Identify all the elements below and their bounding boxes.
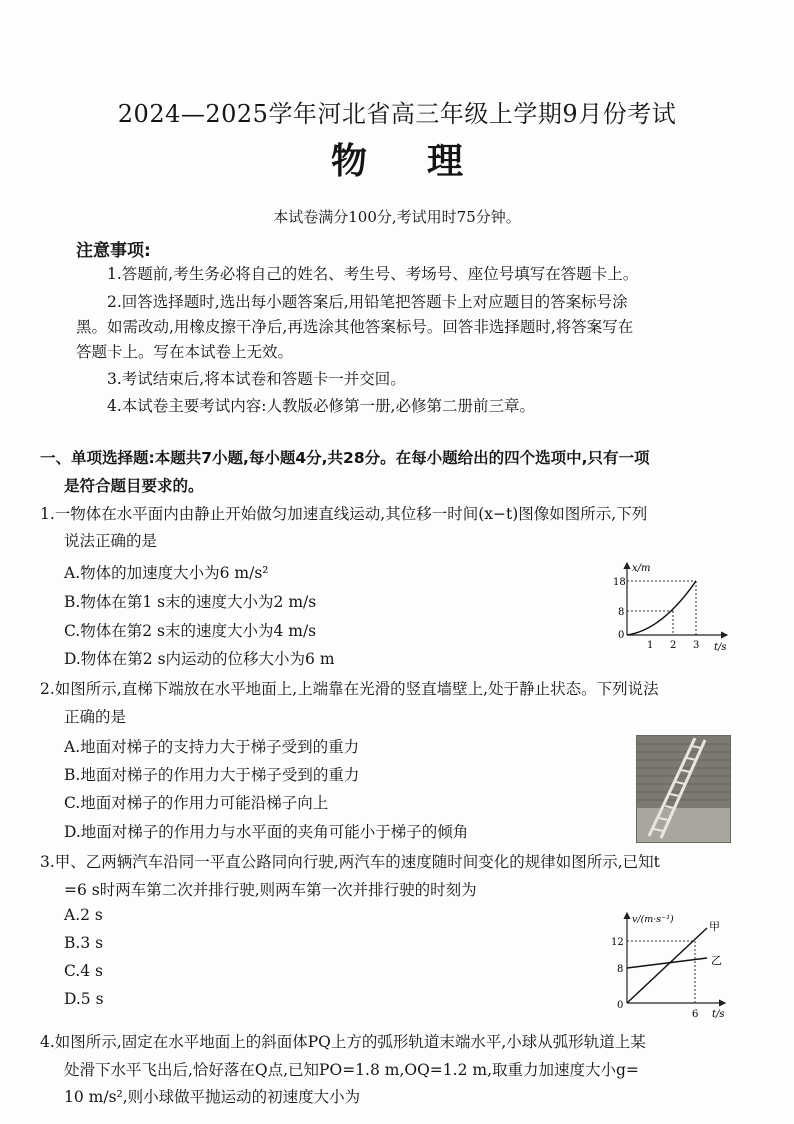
tick-1: 1: [647, 640, 654, 651]
q3-option-c: C.4 s: [64, 962, 103, 980]
notice-line-2: 2.回答选择题时,选出每小题答案后,用铅笔把答题卡上对应题目的答案标号涂: [107, 293, 628, 311]
notice-title: 注意事项:: [76, 241, 151, 261]
x-axis-label: t/s: [714, 642, 727, 653]
tick-8: 8: [617, 964, 624, 975]
q1-xt-graph: [612, 560, 742, 660]
q1-option-a: A.物体的加速度大小为6 m/s²: [64, 564, 269, 582]
q4-stem-cont-2: 10 m/s²,则小球做平抛运动的初速度大小为: [64, 1088, 361, 1106]
q2-option-b: B.地面对梯子的作用力大于梯子受到的重力: [64, 766, 360, 784]
q2-option-c: C.地面对梯子的作用力可能沿梯子向上: [64, 794, 329, 812]
exam-title: 2024—2025学年河北省高三年级上学期9月份考试: [117, 100, 677, 128]
q3-vt-graph: [610, 910, 740, 1020]
tick-12: 12: [611, 937, 624, 948]
tick-18: 18: [613, 577, 626, 588]
x-axis-label: t/s: [712, 1009, 725, 1020]
tick-2: 2: [670, 640, 677, 651]
q2-option-a: A.地面对梯子的支持力大于梯子受到的重力: [64, 738, 360, 756]
ladder-photo: [636, 735, 731, 843]
exam-info: 本试卷满分100分,考试用时75分钟。: [273, 208, 521, 226]
q1-option-d: D.物体在第2 s内运动的位移大小为6 m: [64, 650, 335, 668]
label-yi: 乙: [711, 954, 722, 967]
q1-stem: 1.一物体在水平面内由静止开始做匀加速直线运动,其位移一时间(x−t)图像如图所示,下列: [40, 505, 648, 523]
q3-option-a: A.2 s: [64, 906, 103, 924]
label-jia: 甲: [709, 920, 720, 933]
tick-6: 6: [692, 1009, 699, 1020]
q2-option-d: D.地面对梯子的作用力与水平面的夹角可能小于梯子的倾角: [64, 823, 469, 841]
section-heading-cont: 是符合题目要求的。: [64, 477, 204, 495]
q3-option-d: D.5 s: [64, 990, 104, 1008]
q2-stem: 2.如图所示,直梯下端放在水平地面上,上端靠在光滑的竖直墙壁上,处于静止状态。下列说法: [40, 680, 659, 698]
notice-line-3: 黑。如需改动,用橡皮擦干净后,再选涂其他答案标号。回答非选择题时,将答案写在: [76, 318, 634, 336]
xt-curve: [627, 581, 696, 635]
y-axis-label: x/m: [632, 563, 651, 574]
q4-stem-cont: 处滑下水平飞出后,恰好落在Q点,已知PO=1.8 m,OQ=1.2 m,取重力加速度大小g=: [64, 1061, 639, 1079]
q2-stem-cont: 正确的是: [64, 708, 127, 726]
section-heading: 一、单项选择题:本题共7小题,每小题4分,共28分。在每小题给出的四个选项中,只有一项: [40, 449, 650, 467]
notice-line-1: 1.答题前,考生务必将自己的姓名、考生号、考场号、座位号填写在答题卡上。: [107, 265, 639, 283]
notice-line-4: 答题卡上。写在本试卷上无效。: [76, 343, 294, 361]
ladder-illustration: [637, 736, 730, 842]
tick-origin: 0: [618, 630, 625, 641]
y-axis-label: v/(m·s⁻¹): [632, 914, 674, 925]
q3-option-b: B.3 s: [64, 934, 104, 952]
subject-title: 物理: [330, 140, 523, 182]
q1-stem-cont: 说法正确的是: [64, 532, 158, 550]
q3-stem-cont: =6 s时两车第二次并排行驶,则两车第一次并排行驶的时刻为: [64, 881, 477, 899]
tick-3: 3: [693, 640, 700, 651]
tick-origin: 0: [617, 1000, 624, 1011]
q1-option-c: C.物体在第2 s末的速度大小为4 m/s: [64, 622, 317, 640]
q4-stem: 4.如图所示,固定在水平地面上的斜面体PQ上方的弧形轨道末端水平,小球从弧形轨道上某: [40, 1033, 646, 1051]
q3-stem: 3.甲、乙两辆汽车沿同一平直公路同向行驶,两汽车的速度随时间变化的规律如图所示,已知t: [40, 853, 660, 871]
notice-line-6: 4.本试卷主要考试内容:人教版必修第一册,必修第二册前三章。: [107, 397, 535, 415]
notice-line-5: 3.考试结束后,将本试卷和答题卡一并交回。: [107, 370, 406, 388]
q1-option-b: B.物体在第1 s末的速度大小为2 m/s: [64, 593, 317, 611]
tick-8: 8: [618, 607, 625, 618]
